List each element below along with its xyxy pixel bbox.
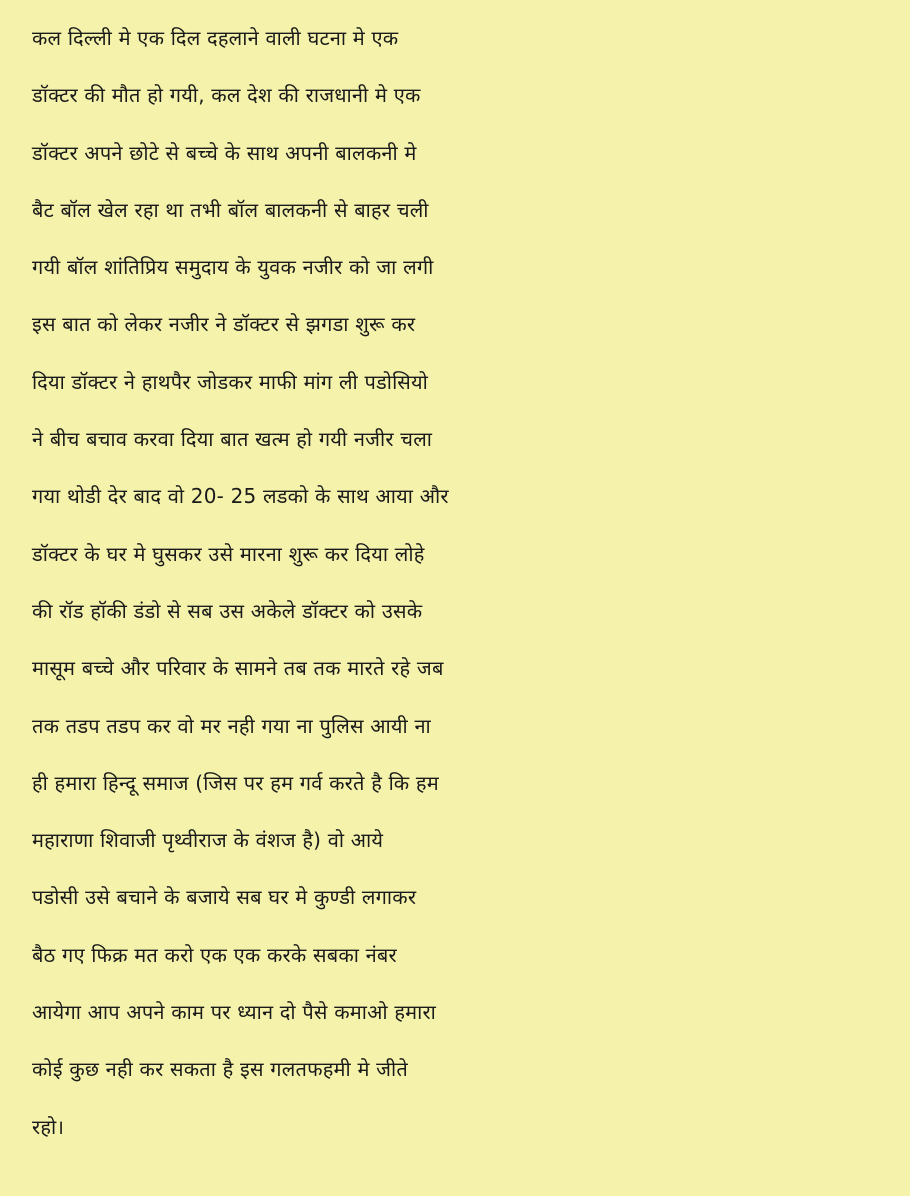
text-line-6: इस बात को लेकर नजीर ने डॉक्टर से झगडा शुरू कर <box>32 312 416 337</box>
text-line-13: तक तडप तडप कर वो मर नही गया ना पुलिस आयी ना <box>32 713 431 738</box>
hindi-text-block <box>32 10 886 1156</box>
text-line-2: डॉक्टर की मौत हो गयी, कल देश की राजधानी मे एक <box>32 83 421 108</box>
text-line-11: की रॉड हॉकी डंडो से सब उस अकेले डॉक्टर को उसके <box>32 598 423 623</box>
text-line-14: ही हमारा हिन्दू समाज (जिस पर हम गर्व करते है कि हम <box>32 770 439 795</box>
text-line-5: गयी बॉल शांतिप्रिय समुदाय के युवक नजीर को जा लगी <box>32 255 434 280</box>
text-line-7: दिया डॉक्टर ने हाथपैर जोडकर माफी मांग ली पडोसियो <box>32 369 428 394</box>
text-line-18: आयेगा आप अपने काम पर ध्यान दो पैसे कमाओ हमारा <box>32 1000 437 1025</box>
text-line-20: रहो। <box>32 1114 65 1139</box>
text-line-12: मासूम बच्चे और परिवार के सामने तब तक मारते रहे जब <box>32 656 444 681</box>
text-line-19: कोई कुछ नही कर सकता है इस गलतफहमी मे जीते <box>32 1057 408 1082</box>
text-line-10: डॉक्टर के घर मे घुसकर उसे मारना शुरू कर दिया लोहे <box>32 541 425 566</box>
bottom-edge-strip <box>0 1196 910 1200</box>
text-line-8: ने बीच बचाव करवा दिया बात खत्म हो गयी नजीर चला <box>32 427 433 452</box>
text-line-9: गया थोडी देर बाद वो 20- 25 लडको के साथ आया और <box>32 484 449 509</box>
text-line-16: पडोसी उसे बचाने के बजाये सब घर मे कुण्डी लगाकर <box>32 885 417 910</box>
text-line-3: डॉक्टर अपने छोटे से बच्चे के साथ अपनी बालकनी मे <box>32 140 417 165</box>
text-line-4: बैट बॉल खेल रहा था तभी बॉल बालकनी से बाहर चली <box>32 197 429 222</box>
text-line-15: महाराणा शिवाजी पृथ्वीराज के वंशज है) वो आये <box>32 828 384 853</box>
text-line-1: कल दिल्ली मे एक दिल दहलाने वाली घटना मे एक <box>32 26 399 50</box>
text-line-17: बैठ गए फिक्र मत करो एक एक करके सबका नंबर <box>32 942 397 967</box>
